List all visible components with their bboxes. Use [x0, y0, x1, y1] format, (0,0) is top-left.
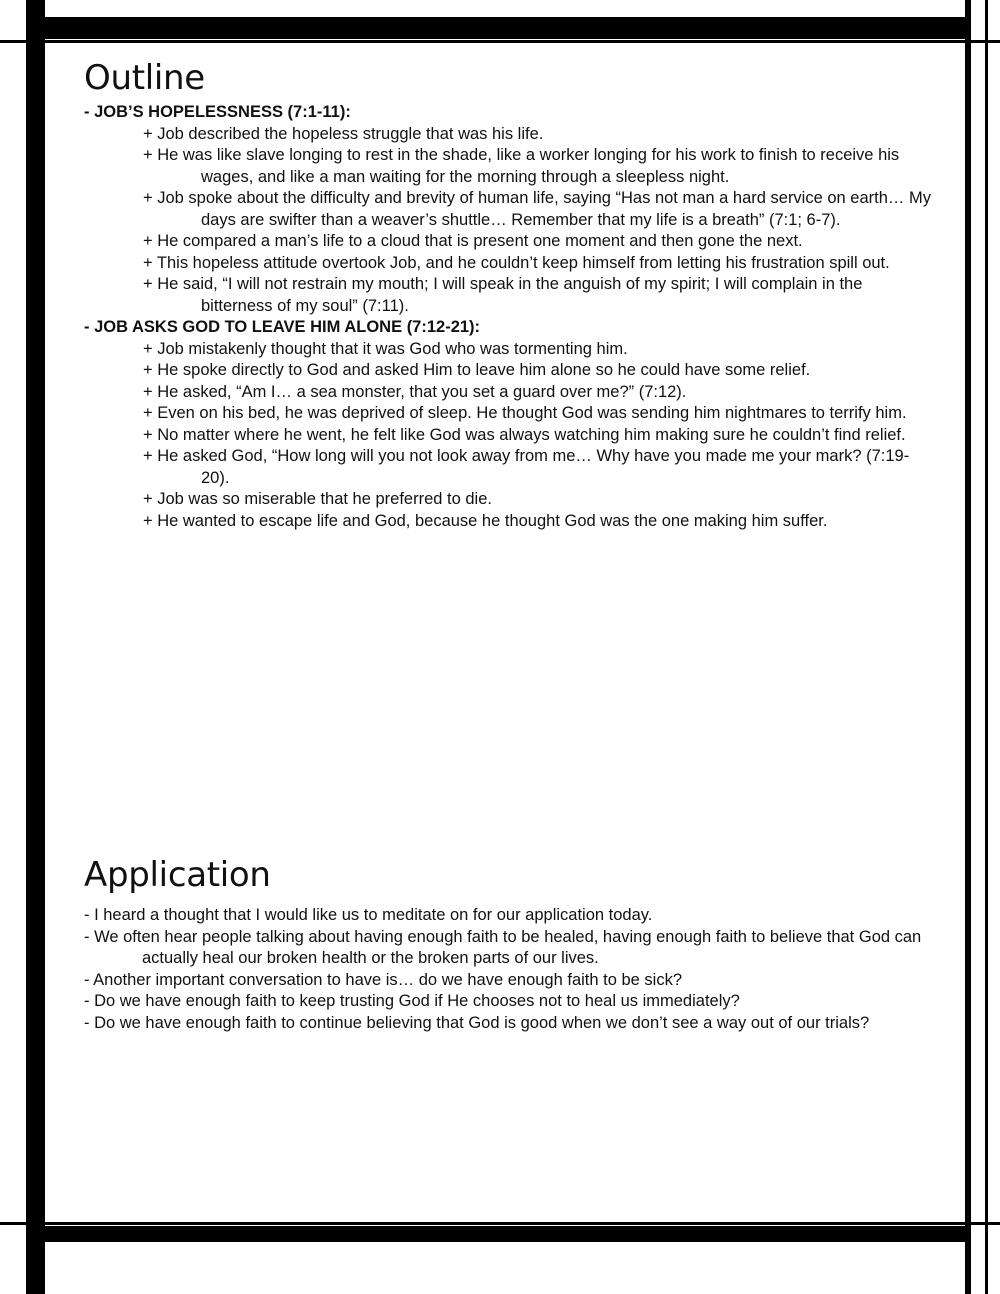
frame-left-line — [42, 0, 45, 1294]
outline-point: + Even on his bed, he was deprived of sleep. He thought God was sending him nightmares to terrify him. — [143, 404, 907, 422]
frame-bottom-bar — [42, 1226, 970, 1242]
outline-point: + He asked, “Am I… a sea monster, that you set a guard over me?” (7:12). — [143, 382, 687, 401]
application-item: - I heard a thought that I would like us to meditate on for our application today. — [84, 906, 653, 924]
section-heading-leave-alone: - JOB ASKS GOD TO LEAVE HIM ALONE (7:12-21): — [84, 318, 481, 336]
frame-top-bar — [42, 17, 970, 39]
outline-point: + He asked God, “How long will you not look away from me… Why have you made me your mark? (7:19-20). — [143, 447, 910, 487]
outline-list — [84, 102, 934, 532]
frame-right-line — [985, 0, 988, 1294]
application-item: - We often hear people talking about having enough faith to be healed, having enough faith to believe that God can actually heal our broken health or the broken parts of our lives. — [84, 927, 922, 967]
outline-title: Outline — [84, 58, 205, 98]
outline-section — [84, 58, 934, 532]
application-item: - Do we have enough faith to keep trusting God if He chooses not to heal us immediately? — [84, 992, 740, 1010]
outline-point: + He said, “I will not restrain my mouth; I will speak in the anguish of my spirit; I will complain in the bitterness of my soul” (7:11). — [143, 275, 863, 315]
outline-point: + He wanted to escape life and God, because he thought God was the one making him suffer. — [143, 511, 828, 530]
application-list — [84, 905, 934, 1034]
frame-right-bar — [965, 0, 971, 1294]
frame-left-bar — [26, 0, 43, 1294]
application-title: Application — [84, 855, 271, 895]
outline-point: + Job was so miserable that he preferred to die. — [143, 490, 492, 508]
outline-point: + He spoke directly to God and asked Him to leave him alone so he could have some relief. — [143, 361, 811, 379]
outline-point: + He was like slave longing to rest in the shade, like a worker longing for his work to finish to receive his wages, and like a man waiting for the morning through a sleepless night. — [143, 146, 900, 186]
frame-bottom-line — [0, 1222, 1000, 1225]
outline-point: + He compared a man’s life to a cloud that is present one moment and then gone the next. — [143, 232, 803, 250]
frame-top-line — [0, 40, 1000, 43]
outline-point: + Job spoke about the difficulty and brevity of human life, saying “Has not man a hard service on earth… My days are swifter than a weaver’s shuttle… Remember that my life is a breath” (7:1; 6-7). — [143, 189, 931, 229]
application-item: - Do we have enough faith to continue believing that God is good when we don’t see a way out of our trials? — [84, 1013, 870, 1032]
outline-point: + No matter where he went, he felt like God was always watching him making sure he couldn’t find relief. — [143, 425, 906, 444]
outline-point: + Job described the hopeless struggle that was his life. — [143, 124, 544, 143]
section-heading-hopelessness: - JOB’S HOPELESSNESS (7:1-11): — [84, 103, 351, 121]
outline-point: + This hopeless attitude overtook Job, and he couldn’t keep himself from letting his frustration spill out. — [143, 253, 890, 272]
outline-point: + Job mistakenly thought that it was God who was tormenting him. — [143, 339, 628, 358]
application-item: - Another important conversation to have is… do we have enough faith to be sick? — [84, 970, 683, 989]
